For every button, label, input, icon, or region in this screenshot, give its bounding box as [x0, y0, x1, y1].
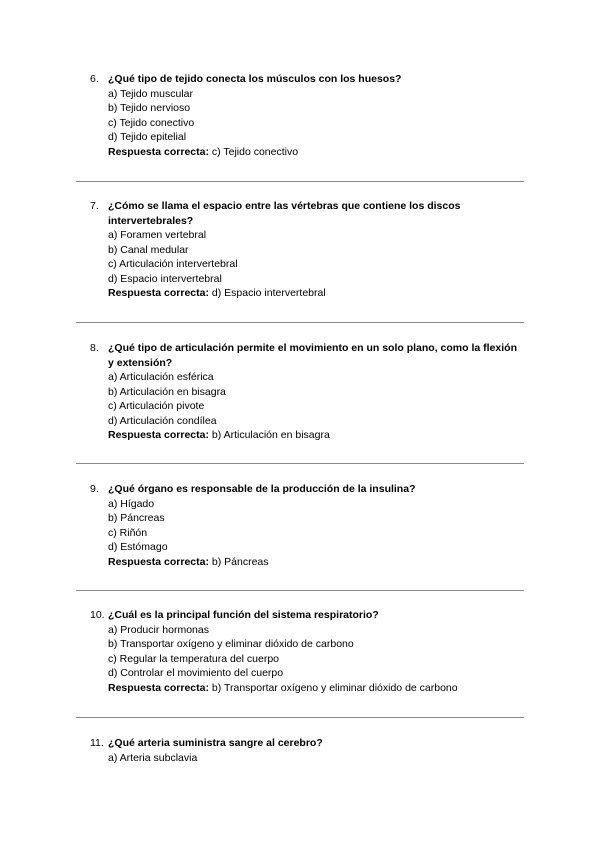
correct-answer [108, 555, 520, 570]
answer-label: Respuesta correcta: [108, 145, 209, 158]
question-title [90, 736, 520, 751]
question-title [90, 608, 520, 623]
question-title [90, 199, 520, 228]
question-10 [90, 608, 520, 695]
question-number: 7. [90, 200, 99, 212]
question-text: ¿Qué tipo de articulación permite el movimiento en un solo plano, como la flexión y extensión? [108, 342, 517, 369]
options-list [108, 751, 520, 766]
question-text: ¿Qué arteria suministra sangre al cerebro? [108, 737, 323, 749]
options-list [108, 497, 520, 570]
answer-value: b) Articulación en bisagra [211, 429, 330, 442]
answer-value: b) Transportar oxígeno y eliminar dióxido de carbono [211, 681, 458, 694]
correct-answer [108, 286, 520, 301]
option-b: b) Páncreas [108, 512, 165, 525]
option-a: a) Foramen vertebral [108, 229, 207, 241]
answer-label: Respuesta correcta: [108, 287, 209, 300]
correct-answer [108, 428, 520, 443]
question-text: ¿Cómo se llama el espacio entre las vértebras que contiene los discos intervertebrales? [108, 200, 461, 227]
option-a: a) Articulación esférica [108, 371, 214, 383]
question-7 [90, 199, 520, 301]
question-number: 8. [90, 342, 99, 354]
separator-line [76, 590, 524, 591]
option-b: b) Canal medular [108, 243, 189, 256]
option-c: c) Riñón [108, 526, 148, 539]
separator-line [76, 463, 524, 464]
option-d: d) Espacio intervertebral [108, 272, 222, 285]
option-d: d) Tejido epitelial [108, 131, 187, 144]
option-a: a) Hígado [108, 497, 155, 510]
option-d: d) Estómago [108, 541, 168, 554]
options-list [108, 87, 520, 160]
answer-value: d) Espacio intervertebral [211, 287, 326, 300]
option-b: b) Articulación en bisagra [108, 385, 226, 398]
separator-line [76, 181, 524, 182]
option-a: a) Producir hormonas [108, 623, 209, 636]
question-title [90, 72, 520, 87]
option-b: b) Tejido nervioso [108, 102, 191, 115]
correct-answer [108, 145, 520, 160]
options-list [108, 623, 520, 696]
question-text: ¿Qué tipo de tejido conecta los músculos con los huesos? [108, 73, 402, 85]
answer-value: c) Tejido conectivo [211, 145, 299, 158]
answer-label: Respuesta correcta: [108, 555, 209, 568]
question-9 [90, 482, 520, 569]
question-title [90, 482, 520, 497]
question-number: 10. [90, 609, 105, 621]
option-a: a) Tejido muscular [108, 87, 194, 100]
answer-value: b) Páncreas [211, 555, 269, 568]
option-c: c) Tejido conectivo [108, 116, 195, 129]
option-d: d) Controlar el movimiento del cuerpo [108, 667, 284, 680]
option-d: d) Articulación condílea [108, 414, 217, 427]
question-number: 9. [90, 483, 99, 495]
correct-answer [108, 681, 520, 696]
separator-line [76, 717, 524, 718]
option-c: c) Regular la temperatura del cuerpo [108, 652, 280, 665]
option-b: b) Transportar oxígeno y eliminar dióxido de carbono [108, 638, 354, 651]
question-6 [90, 72, 520, 159]
option-a: a) Arteria subclavia [108, 751, 198, 764]
answer-label: Respuesta correcta: [108, 429, 209, 442]
options-list [108, 228, 520, 301]
question-text: ¿Qué órgano es responsable de la producción de la insulina? [108, 483, 416, 495]
question-title [90, 341, 520, 370]
options-list [108, 370, 520, 443]
separator-line [76, 322, 524, 323]
question-text: ¿Cuál es la principal función del sistema respiratorio? [108, 609, 379, 621]
question-8 [90, 341, 520, 443]
option-c: c) Articulación intervertebral [108, 258, 238, 271]
question-11 [90, 736, 520, 765]
question-number: 6. [90, 73, 99, 85]
answer-label: Respuesta correcta: [108, 681, 209, 694]
option-c: c) Articulación pivote [108, 400, 205, 413]
question-number: 11. [90, 737, 104, 749]
